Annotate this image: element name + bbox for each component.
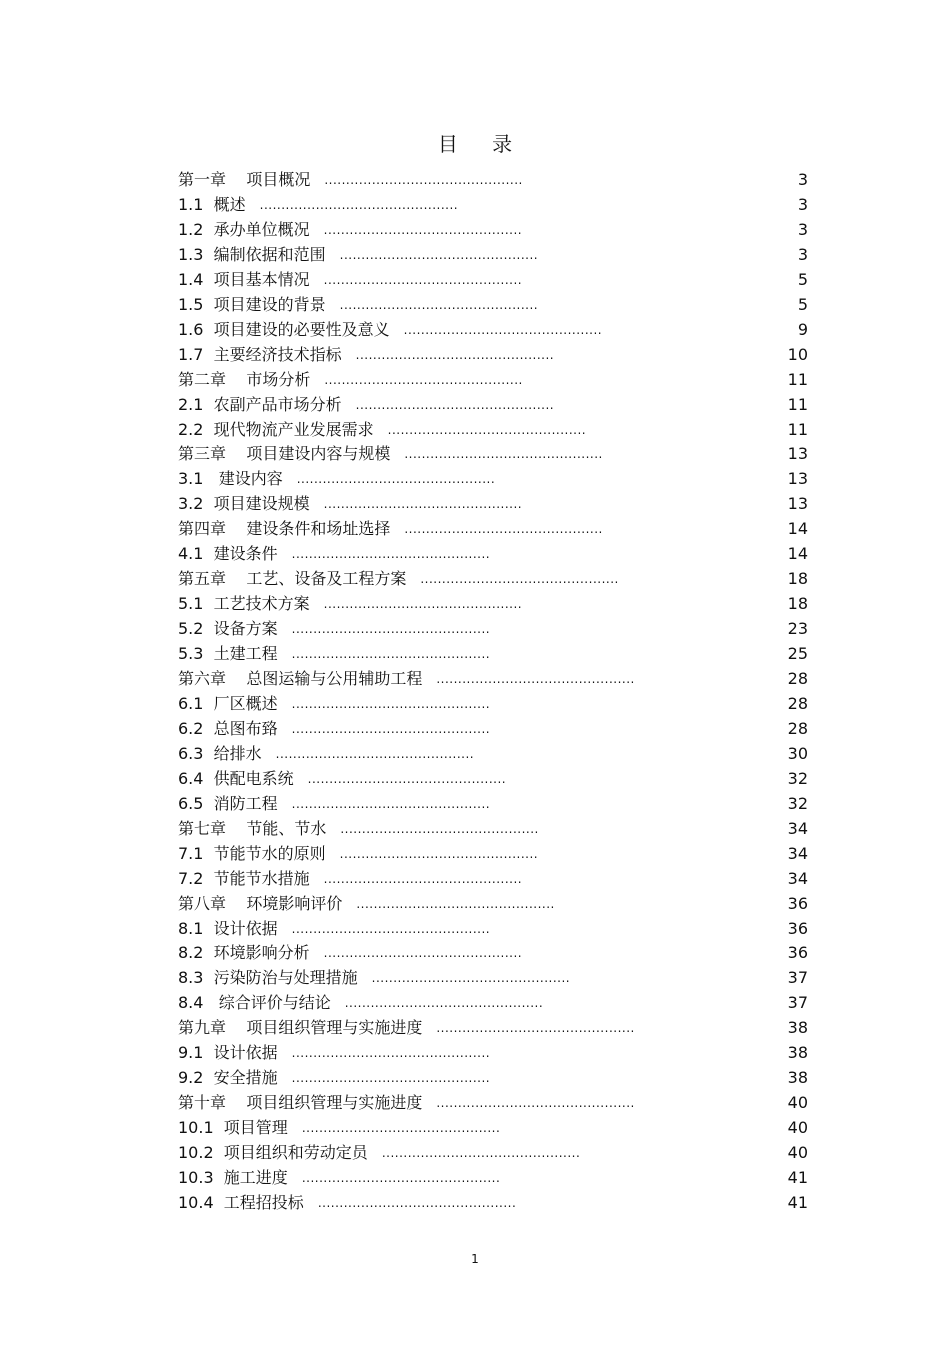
toc-entry-label: 9.2 安全措施 xyxy=(178,1068,278,1088)
toc-entry-page: 40 xyxy=(787,1093,808,1113)
toc-entry[interactable] xyxy=(178,293,808,317)
toc-entry-leader: .............................................. xyxy=(339,297,539,312)
toc-entry-leader: .............................................. xyxy=(275,746,475,761)
toc-entry-page: 11 xyxy=(787,369,808,389)
toc-entry-label: 第八章 环境影响评价 xyxy=(178,893,343,913)
toc-entry-leader: .............................................. xyxy=(259,197,459,212)
toc-entry-page: 34 xyxy=(787,843,808,863)
toc-entry-leader: .............................................. xyxy=(317,1195,517,1210)
toc-entry-page: 38 xyxy=(787,1018,808,1038)
toc-entry[interactable] xyxy=(178,542,808,566)
toc-entry-label: 第二章 市场分析 xyxy=(178,369,311,389)
toc-entry[interactable] xyxy=(178,792,808,816)
toc-entry-leader: .............................................. xyxy=(403,322,603,337)
toc-entry-page: 41 xyxy=(787,1192,808,1212)
toc-entry-label: 第九章 项目组织管理与实施进度 xyxy=(178,1018,423,1038)
toc-entry-page: 40 xyxy=(787,1118,808,1138)
toc-entry[interactable] xyxy=(178,1191,808,1215)
toc-entry[interactable] xyxy=(178,243,808,267)
toc-entry-leader: .............................................. xyxy=(291,1071,491,1086)
toc-entry[interactable] xyxy=(178,917,808,941)
toc-entry-page: 13 xyxy=(787,494,808,514)
toc-entry-page: 37 xyxy=(787,968,808,988)
toc-entry-page: 5 xyxy=(797,294,808,314)
toc-entry-page: 34 xyxy=(787,818,808,838)
toc-entry-label: 1.6 项目建设的必要性及意义 xyxy=(178,319,390,339)
toc-entry-page: 18 xyxy=(787,569,808,589)
toc-entry-label: 1.7 主要经济技术指标 xyxy=(178,344,342,364)
toc-entry-page: 36 xyxy=(787,893,808,913)
toc-entry[interactable] xyxy=(178,442,808,466)
toc-entry-label: 第十章 项目组织管理与实施进度 xyxy=(178,1093,423,1113)
toc-entry-leader: .............................................. xyxy=(291,921,491,936)
toc-entry-leader: .............................................. xyxy=(371,971,571,986)
toc-entry-leader: .............................................. xyxy=(355,397,555,412)
toc-entry-label: 1.2 承办单位概况 xyxy=(178,219,310,239)
toc-entry-label: 第四章 建设条件和场址选择 xyxy=(178,519,391,539)
toc-entry[interactable] xyxy=(178,1091,808,1115)
toc-entry[interactable] xyxy=(178,867,808,891)
toc-entry-label: 8.4 综合评价与结论 xyxy=(178,993,331,1013)
toc-entry[interactable] xyxy=(178,941,808,965)
toc-entry-label: 第七章 节能、节水 xyxy=(178,818,327,838)
toc-entry-label: 6.3 给排水 xyxy=(178,743,262,763)
toc-entry-page: 30 xyxy=(787,743,808,763)
toc-entry-leader: .............................................. xyxy=(436,1096,635,1111)
toc-entry[interactable] xyxy=(178,168,808,192)
toc-entry-label: 2.1 农副产品市场分析 xyxy=(178,394,342,414)
toc-entry-leader: .............................................. xyxy=(301,1121,501,1136)
toc-entry-leader: .............................................. xyxy=(436,672,635,686)
toc-entry-label: 第一章 项目概况 xyxy=(178,170,311,189)
toc-entry[interactable] xyxy=(178,492,808,516)
toc-entry-leader: .............................................. xyxy=(307,771,507,786)
toc-entry[interactable] xyxy=(178,368,808,392)
toc-entry-label: 5.1 工艺技术方案 xyxy=(178,594,310,614)
toc-entry-leader: .............................................. xyxy=(339,846,539,861)
toc-entry-page: 37 xyxy=(787,993,808,1013)
toc-entry[interactable] xyxy=(178,742,808,766)
toc-entry[interactable] xyxy=(178,717,808,741)
toc-entry-page: 11 xyxy=(787,394,808,414)
toc-entry-page: 3 xyxy=(797,219,808,239)
toc-entry-leader: .............................................. xyxy=(404,447,603,462)
toc-entry-leader: .............................................. xyxy=(339,247,539,262)
toc-entry-page: 32 xyxy=(787,768,808,788)
toc-entry-page: 10 xyxy=(787,344,808,364)
toc-entry-page: 5 xyxy=(797,269,808,289)
toc-entry-leader: .............................................. xyxy=(323,497,523,512)
toc-entry-label: 7.1 节能节水的原则 xyxy=(178,843,326,863)
toc-entry[interactable] xyxy=(178,393,808,417)
toc-entry-label: 2.2 现代物流产业发展需求 xyxy=(178,419,374,439)
toc-entry-leader: .............................................. xyxy=(381,1146,581,1161)
toc-entry-leader: .............................................. xyxy=(296,472,496,487)
toc-entry-page: 32 xyxy=(787,793,808,813)
toc-entry-leader: .............................................. xyxy=(291,1046,491,1061)
toc-entry-label: 4.1 建设条件 xyxy=(178,544,278,564)
toc-entry-page: 13 xyxy=(787,469,808,489)
toc-entry-label: 1.3 编制依据和范围 xyxy=(178,244,326,264)
toc-entry-leader: .............................................. xyxy=(323,946,523,961)
toc-entry-page: 3 xyxy=(797,170,808,189)
toc-entry-page: 3 xyxy=(797,194,808,214)
toc-entry-page: 9 xyxy=(797,319,808,339)
toc-entry-label: 1.1 概述 xyxy=(178,194,246,214)
toc-entry[interactable] xyxy=(178,567,808,591)
toc-entry[interactable] xyxy=(178,318,808,342)
toc-entry-label: 8.1 设计依据 xyxy=(178,918,278,938)
toc-entry-page: 40 xyxy=(787,1143,808,1163)
toc-entry-page: 36 xyxy=(787,918,808,938)
toc-entry-page: 25 xyxy=(787,644,808,664)
page-number: 1 xyxy=(471,1252,479,1266)
toc-entry-label: 6.1 厂区概述 xyxy=(178,693,278,713)
toc-entry-label: 7.2 节能节水措施 xyxy=(178,868,310,888)
toc-entry-page: 18 xyxy=(787,594,808,614)
toc-entry-leader: .............................................. xyxy=(291,622,491,637)
toc-entry[interactable] xyxy=(178,1166,808,1190)
toc-entry-page: 38 xyxy=(787,1043,808,1063)
toc-entry-leader: .............................................. xyxy=(323,222,523,237)
toc-entry-label: 5.3 土建工程 xyxy=(178,644,278,664)
toc-entry-leader: .............................................. xyxy=(291,696,491,711)
toc-entry-label: 第五章 工艺、设备及工程方案 xyxy=(178,569,407,589)
page-title: 目 录 xyxy=(437,132,527,156)
toc-entry-leader: .............................................. xyxy=(323,272,523,287)
toc-entry-page: 3 xyxy=(797,244,808,264)
toc-entry-page: 13 xyxy=(787,444,808,464)
toc-entry[interactable] xyxy=(178,642,808,666)
toc-entry-leader: .............................................. xyxy=(323,597,523,612)
toc-entry-leader: .............................................. xyxy=(387,422,587,437)
toc-entry-label: 10.2 项目组织和劳动定员 xyxy=(178,1143,368,1163)
toc-entry[interactable] xyxy=(178,193,808,217)
toc-entry-label: 10.1 项目管理 xyxy=(178,1118,288,1138)
toc-entry-leader: .............................................. xyxy=(291,721,491,736)
toc-entry-label: 3.1 建设内容 xyxy=(178,469,283,489)
toc-entry-leader: .............................................. xyxy=(436,1021,635,1036)
toc-entry[interactable] xyxy=(178,617,808,641)
toc-entry[interactable] xyxy=(178,1141,808,1165)
toc-entry[interactable] xyxy=(178,667,808,691)
toc-entry-leader: .............................................. xyxy=(291,647,491,662)
toc-entry-page: 38 xyxy=(787,1068,808,1088)
toc-entry[interactable] xyxy=(178,1116,808,1140)
toc-entry[interactable] xyxy=(178,517,808,541)
toc-entry[interactable] xyxy=(178,817,808,841)
toc-entry-label: 5.2 设备方案 xyxy=(178,619,278,639)
toc-entry-page: 28 xyxy=(787,669,808,688)
toc-entry-leader: .............................................. xyxy=(356,896,555,911)
toc-entry-page: 23 xyxy=(787,619,808,639)
toc-entry-leader: .............................................. xyxy=(324,372,523,387)
toc-entry-leader: .............................................. xyxy=(323,871,523,886)
toc-entry[interactable] xyxy=(178,218,808,242)
toc-entry-label: 第六章 总图运输与公用辅助工程 xyxy=(178,669,423,688)
toc-entry-leader: .............................................. xyxy=(324,173,523,187)
toc-entry-leader: .............................................. xyxy=(420,572,619,587)
toc-entry-page: 34 xyxy=(787,868,808,888)
toc-entry-page: 14 xyxy=(787,544,808,564)
toc-entry-page: 36 xyxy=(787,943,808,963)
toc-entry-label: 6.5 消防工程 xyxy=(178,793,278,813)
toc-entry[interactable] xyxy=(178,1016,808,1040)
toc-entry[interactable] xyxy=(178,966,808,990)
toc-entry[interactable] xyxy=(178,892,808,916)
toc-entry-leader: .............................................. xyxy=(291,796,491,811)
toc-entry-label: 3.2 项目建设规模 xyxy=(178,494,310,514)
toc-entry-label: 10.4 工程招投标 xyxy=(178,1192,304,1212)
toc-entry[interactable] xyxy=(178,842,808,866)
toc-entry[interactable] xyxy=(178,1066,808,1090)
toc-entry-label: 6.4 供配电系统 xyxy=(178,768,294,788)
toc-entry-page: 41 xyxy=(787,1168,808,1187)
toc-entry-label: 1.5 项目建设的背景 xyxy=(178,294,326,314)
toc-entry-leader: .............................................. xyxy=(355,347,555,362)
toc-entry-label: 8.2 环境影响分析 xyxy=(178,943,310,963)
toc-entry-label: 9.1 设计依据 xyxy=(178,1043,278,1063)
toc-entry[interactable] xyxy=(178,692,808,716)
toc-entry-page: 28 xyxy=(787,693,808,713)
toc-entry-page: 28 xyxy=(787,718,808,738)
toc-entry-label: 1.4 项目基本情况 xyxy=(178,269,310,289)
toc-entry[interactable] xyxy=(178,592,808,616)
toc-entry-label: 第三章 项目建设内容与规模 xyxy=(178,444,391,464)
toc-entry[interactable] xyxy=(178,467,808,491)
toc-entry-label: 10.3 施工进度 xyxy=(178,1168,288,1187)
toc-entry[interactable] xyxy=(178,418,808,442)
toc-entry[interactable] xyxy=(178,343,808,367)
toc-entry[interactable] xyxy=(178,991,808,1015)
toc-entry-page: 14 xyxy=(787,519,808,539)
toc-entry-leader: .............................................. xyxy=(301,1171,501,1185)
toc-entry[interactable] xyxy=(178,767,808,791)
toc-entry-page: 11 xyxy=(787,419,808,439)
toc-entry-leader: .............................................. xyxy=(344,996,544,1011)
toc-entry-label: 8.3 污染防治与处理措施 xyxy=(178,968,358,988)
toc-entry-leader: .............................................. xyxy=(404,522,603,537)
toc-entry-leader: .............................................. xyxy=(340,821,539,836)
toc-entry[interactable] xyxy=(178,1041,808,1065)
toc-entry-label: 6.2 总图布臵 xyxy=(178,718,278,738)
toc-entry-leader: .............................................. xyxy=(291,547,491,562)
toc-entry[interactable] xyxy=(178,268,808,292)
